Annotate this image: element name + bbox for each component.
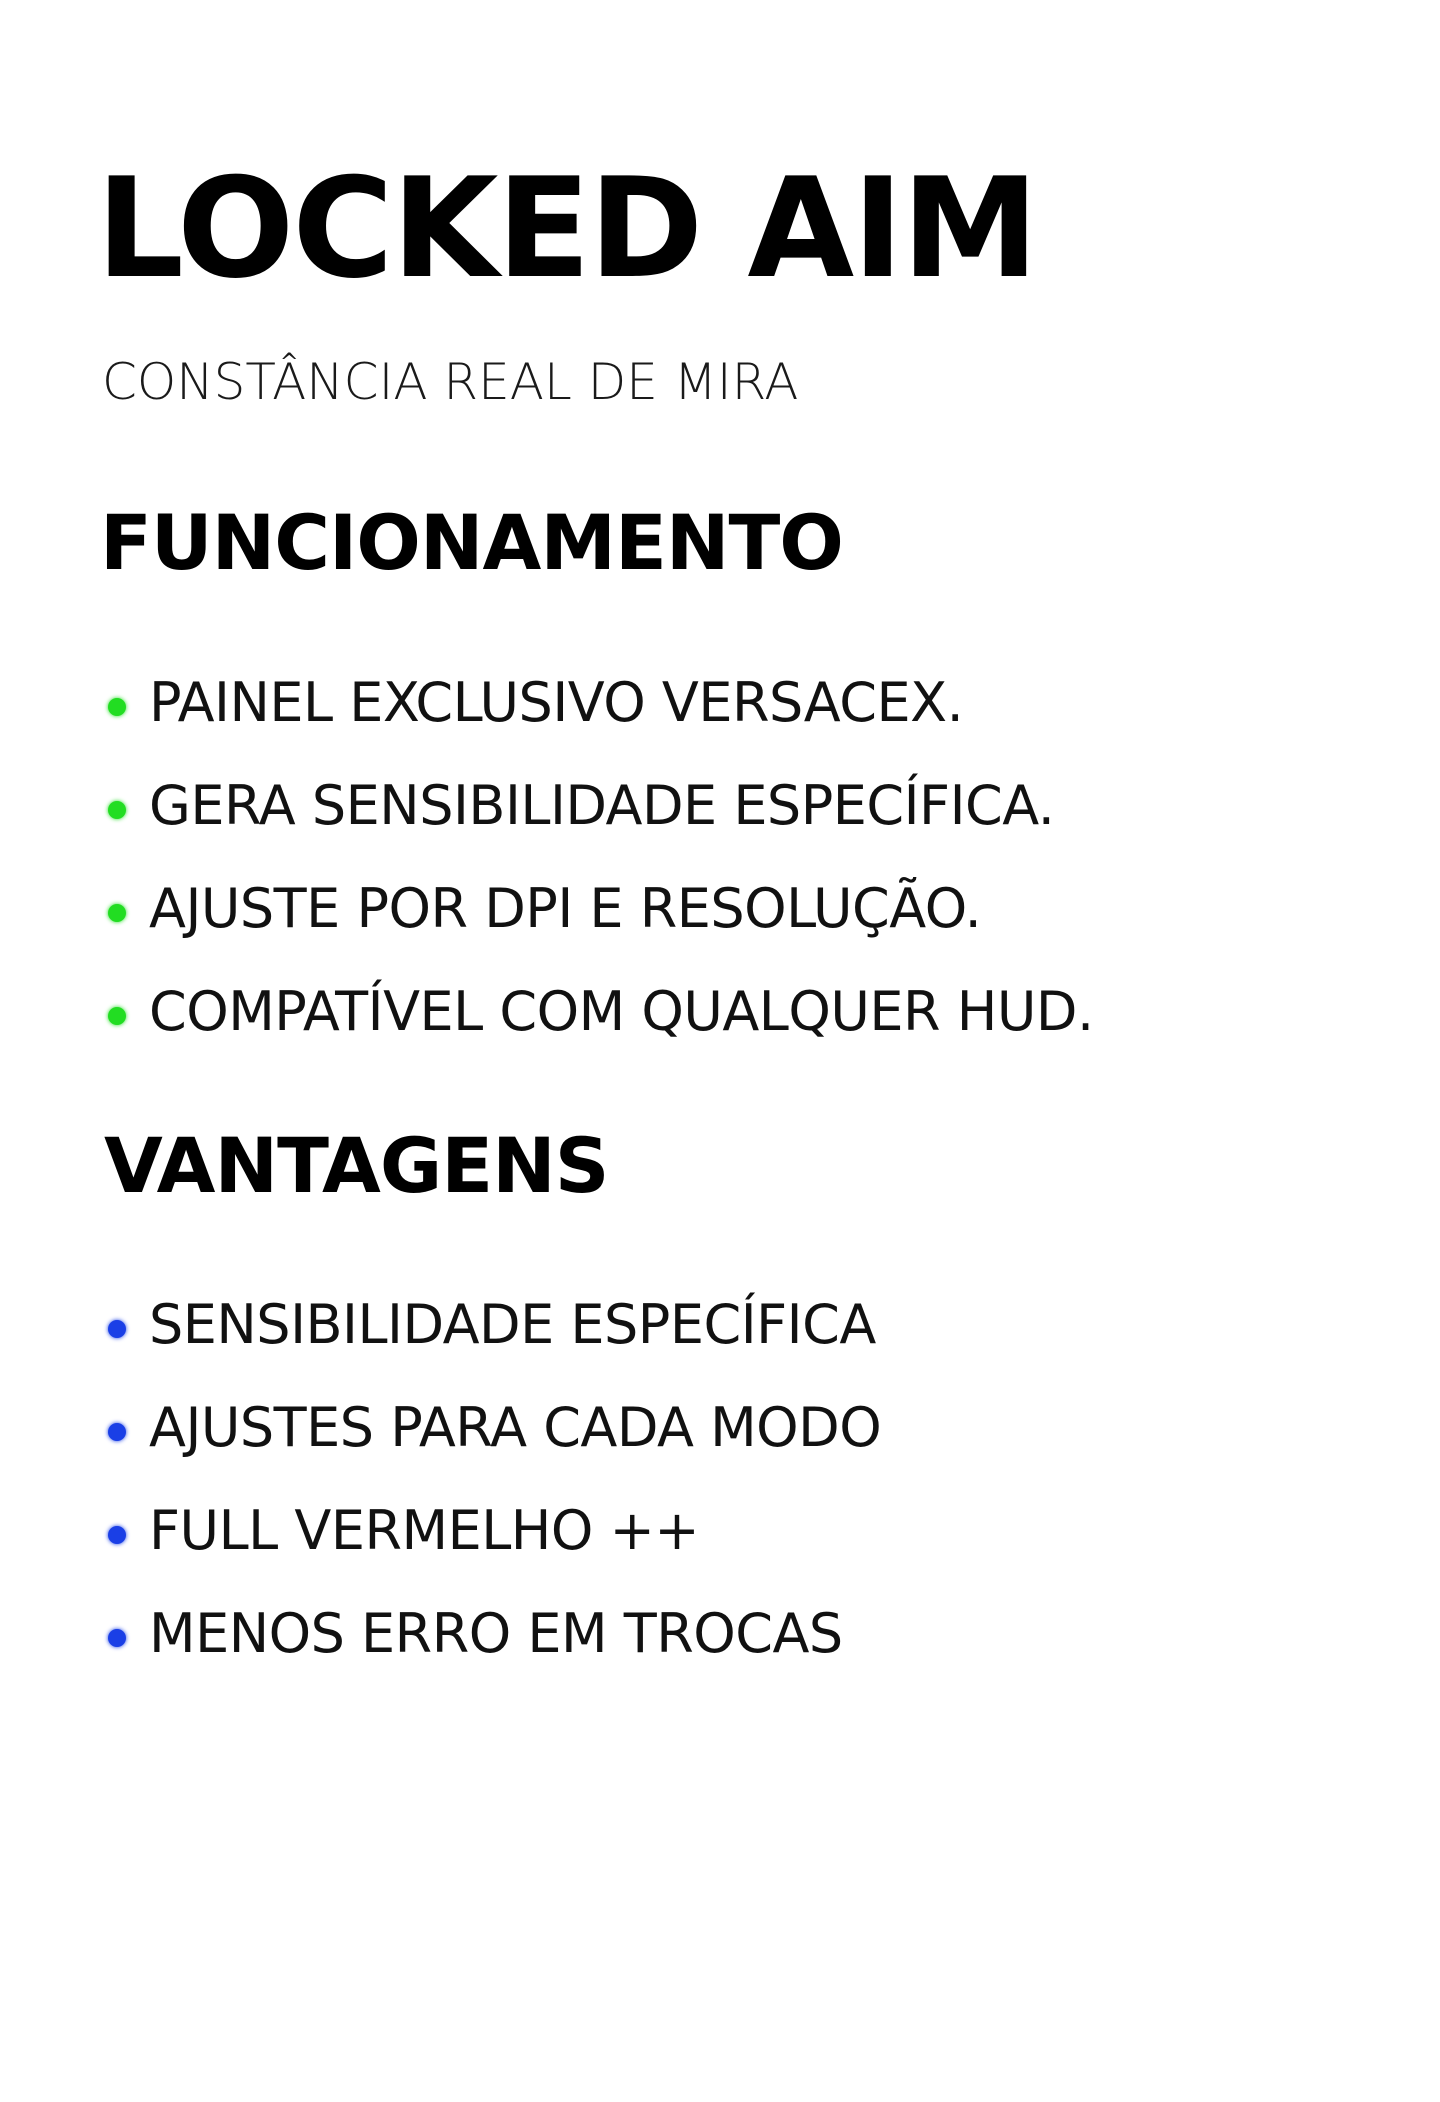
vantagens-list (100, 1293, 882, 1710)
green-dot-icon (108, 698, 126, 716)
blue-dot-icon (108, 1629, 126, 1647)
blue-dot-icon (108, 1526, 126, 1544)
green-dot-icon (108, 801, 126, 819)
list-item-text: FULL VERMELHO ++ (149, 1499, 700, 1562)
list-item-text: SENSIBILIDADE ESPECÍFICA (149, 1293, 876, 1356)
list-item-text: COMPATÍVEL COM QUALQUER HUD. (149, 980, 1094, 1043)
funcionamento-list (100, 671, 1094, 1088)
list-item (100, 980, 1094, 1088)
list-item-text: PAINEL EXCLUSIVO VERSACEX. (149, 671, 964, 734)
list-item-text: GERA SENSIBILIDADE ESPECÍFICA. (149, 774, 1055, 837)
page-subtitle: CONSTÂNCIA REAL DE MIRA (102, 353, 799, 411)
blue-dot-icon (108, 1423, 126, 1441)
green-dot-icon (108, 904, 126, 922)
blue-dot-icon (108, 1320, 126, 1338)
list-item (100, 774, 1094, 882)
list-item-text: AJUSTE POR DPI E RESOLUÇÃO. (149, 877, 982, 940)
list-item (100, 877, 1094, 985)
list-item (100, 1499, 881, 1607)
list-item-text: MENOS ERRO EM TROCAS (149, 1602, 843, 1665)
section-heading-vantagens: VANTAGENS (104, 1121, 609, 1210)
list-item (100, 1396, 882, 1504)
list-item (100, 1602, 881, 1710)
list-item-text: AJUSTES PARA CADA MODO (149, 1396, 882, 1459)
list-item (100, 1293, 881, 1401)
page-title: LOCKED AIM (96, 148, 1037, 309)
list-item (100, 671, 1094, 779)
section-heading-funcionamento: FUNCIONAMENTO (100, 498, 843, 587)
green-dot-icon (108, 1007, 126, 1025)
